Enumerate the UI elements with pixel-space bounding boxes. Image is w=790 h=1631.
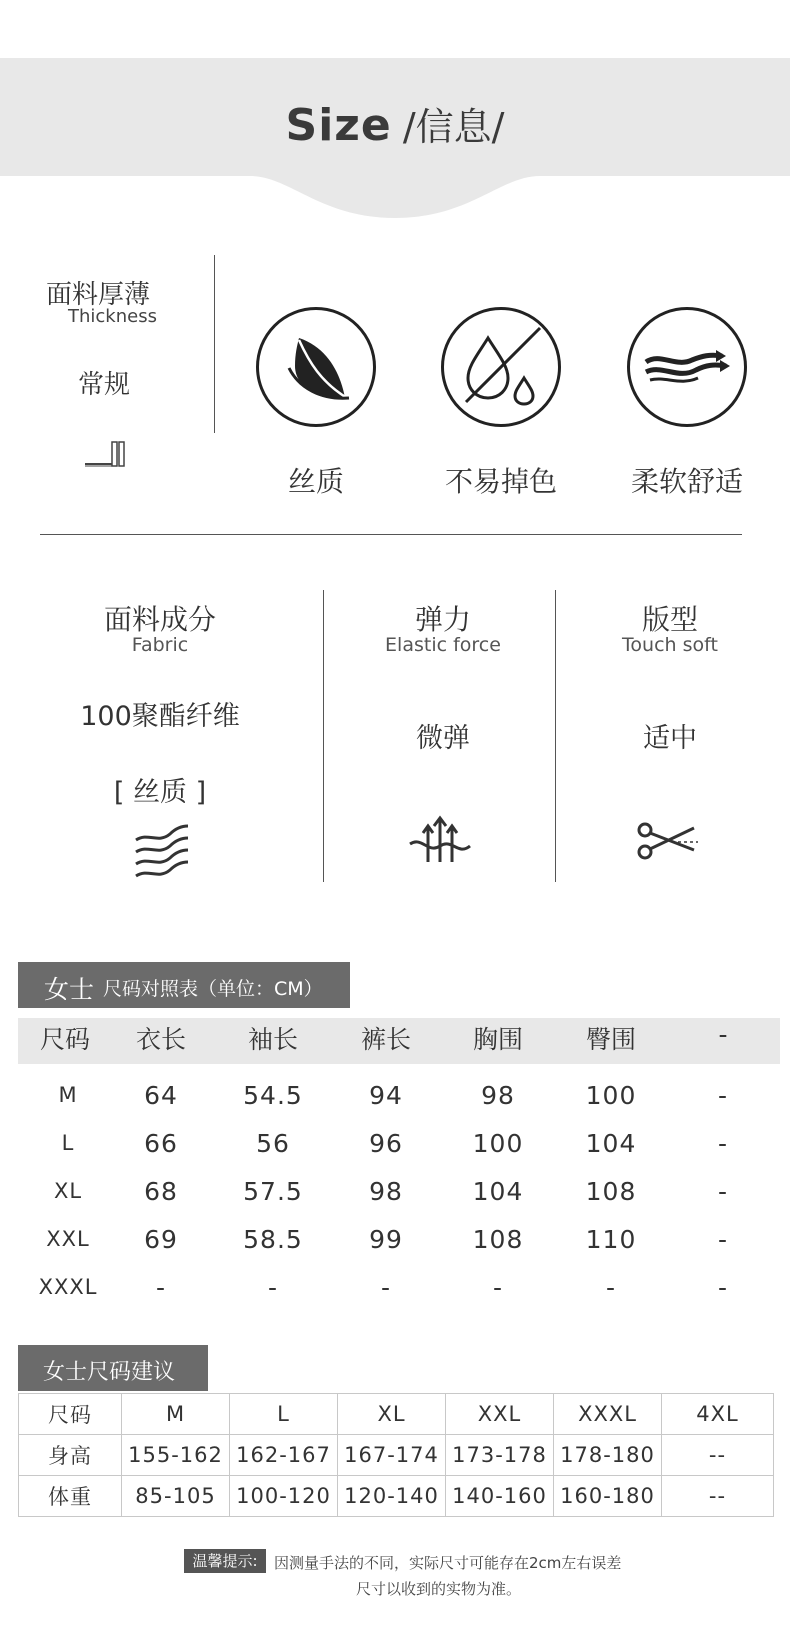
recommend-cell: 尺码: [19, 1394, 122, 1435]
fabric-waves-icon: [134, 822, 190, 882]
size-cell: -: [717, 1273, 729, 1302]
size-cell: 100: [585, 1081, 637, 1110]
size-cell: -: [380, 1273, 392, 1302]
column-divider-2: [555, 590, 556, 882]
size-cell: XL: [53, 1179, 83, 1203]
recommend-table: [18, 1393, 774, 1517]
size-chart-header-cell: 衣长: [135, 1025, 186, 1054]
size-cell: 100: [472, 1129, 524, 1158]
fit-title: 版型: [641, 603, 698, 636]
recommend-cell: M: [122, 1394, 230, 1435]
size-chart-header-cell: 袖长: [247, 1025, 298, 1054]
size-cell: XXXL: [38, 1275, 98, 1299]
recommend-cell: 162-167: [230, 1435, 338, 1476]
scissors-icon: [636, 820, 700, 862]
recommend-cell: 160-180: [554, 1476, 662, 1517]
fabric-title: 面料成分: [103, 603, 216, 636]
recommend-row: [19, 1435, 774, 1476]
recommend-cell: 140-160: [446, 1476, 554, 1517]
thickness-value: 常规: [78, 370, 131, 400]
size-chart-header-cell: -: [718, 1020, 728, 1049]
page-title: [0, 96, 790, 151]
fabric-subtitle: Fabric: [131, 634, 189, 656]
size-cell: 104: [585, 1129, 637, 1158]
size-chart-tab: [18, 962, 350, 1008]
leaf-icon: [256, 307, 376, 427]
thickness-level-icon: [84, 440, 128, 468]
recommend-cell: XL: [338, 1394, 446, 1435]
tip-line-1: 因测量手法的不同，实际尺寸可能存在2cm左右误差: [274, 1554, 622, 1572]
elastic-subtitle: Elastic force: [385, 634, 501, 656]
recommend-cell: --: [662, 1476, 774, 1517]
recommend-cell: 178-180: [554, 1435, 662, 1476]
recommend-cell: 120-140: [338, 1476, 446, 1517]
tip-badge: 温馨提示:: [184, 1549, 266, 1573]
column-divider-1: [323, 590, 324, 882]
recommend-cell: 身高: [19, 1435, 122, 1476]
size-chart-header-cell: 胸围: [472, 1025, 523, 1054]
recommend-cell: --: [662, 1435, 774, 1476]
size-cell: 54.5: [243, 1081, 303, 1110]
size-cell: 110: [585, 1225, 637, 1254]
size-cell: 94: [369, 1081, 403, 1110]
recommend-tab-label: 女士尺码建议: [43, 1360, 176, 1385]
size-cell: 108: [472, 1225, 524, 1254]
size-cell: 108: [585, 1177, 637, 1206]
size-cell: -: [492, 1273, 504, 1302]
wind-soft-icon: [627, 307, 747, 427]
feature-label-no-fade: 不易掉色: [444, 465, 557, 498]
size-cell: 98: [481, 1081, 515, 1110]
water-drop-no-fade-icon: [441, 307, 561, 427]
size-cell: -: [717, 1177, 729, 1206]
recommend-cell: XXXL: [554, 1394, 662, 1435]
stretch-arrows-icon: [408, 814, 472, 866]
fabric-value: 100聚酯纤维: [80, 701, 240, 732]
size-cell: -: [717, 1081, 729, 1110]
title-main: Size: [285, 100, 392, 151]
recommend-cell: L: [230, 1394, 338, 1435]
fit-value: 适中: [643, 723, 697, 754]
feature-label-soft: 柔软舒适: [630, 465, 743, 498]
size-cell: 96: [369, 1129, 403, 1158]
size-cell: 69: [144, 1225, 178, 1254]
recommend-cell: 100-120: [230, 1476, 338, 1517]
size-cell: L: [61, 1131, 75, 1155]
recommend-cell: 85-105: [122, 1476, 230, 1517]
elastic-title: 弹力: [414, 603, 471, 636]
size-chart-header-cell: 尺码: [39, 1025, 90, 1054]
size-cell: -: [605, 1273, 617, 1302]
size-cell: 56: [256, 1129, 290, 1158]
size-cell: 57.5: [243, 1177, 303, 1206]
thickness-title: 面料厚薄: [46, 280, 151, 310]
recommend-cell: 173-178: [446, 1435, 554, 1476]
recommend-cell: 4XL: [662, 1394, 774, 1435]
size-cell: -: [717, 1225, 729, 1254]
size-chart-tab-sub: 尺码对照表（单位：CM）: [103, 978, 323, 1000]
size-chart-header-cell: 裤长: [360, 1025, 411, 1054]
size-cell: XXL: [46, 1227, 90, 1251]
size-cell: 98: [369, 1177, 403, 1206]
size-cell: M: [58, 1083, 78, 1107]
size-cell: -: [267, 1273, 279, 1302]
recommend-cell: 体重: [19, 1476, 122, 1517]
size-cell: -: [717, 1129, 729, 1158]
size-cell: -: [155, 1273, 167, 1302]
recommend-cell: XXL: [446, 1394, 554, 1435]
size-cell: 58.5: [243, 1225, 303, 1254]
elastic-value: 微弹: [416, 723, 470, 754]
thickness-subtitle: Thickness: [68, 306, 157, 327]
fabric-tag: [ 丝质 ]: [113, 777, 207, 808]
recommend-cell: 155-162: [122, 1435, 230, 1476]
size-cell: 99: [369, 1225, 403, 1254]
size-cell: 66: [144, 1129, 178, 1158]
thickness-divider: [214, 255, 215, 433]
fit-subtitle: Touch soft: [622, 634, 718, 656]
recommend-row: [19, 1476, 774, 1517]
recommend-row: [19, 1394, 774, 1435]
size-chart-header-cell: 臀围: [585, 1025, 636, 1054]
feature-label-silk: 丝质: [287, 465, 344, 498]
recommend-tab: [18, 1345, 208, 1391]
size-cell: 104: [472, 1177, 524, 1206]
size-chart-tab-main: 女士: [44, 975, 95, 1004]
size-cell: 68: [144, 1177, 178, 1206]
tip-line-2: 尺寸以收到的实物为准。: [356, 1580, 522, 1598]
recommend-cell: 167-174: [338, 1435, 446, 1476]
title-cn: /信息/: [402, 105, 505, 149]
section-divider: [40, 534, 742, 535]
size-cell: 64: [144, 1081, 178, 1110]
